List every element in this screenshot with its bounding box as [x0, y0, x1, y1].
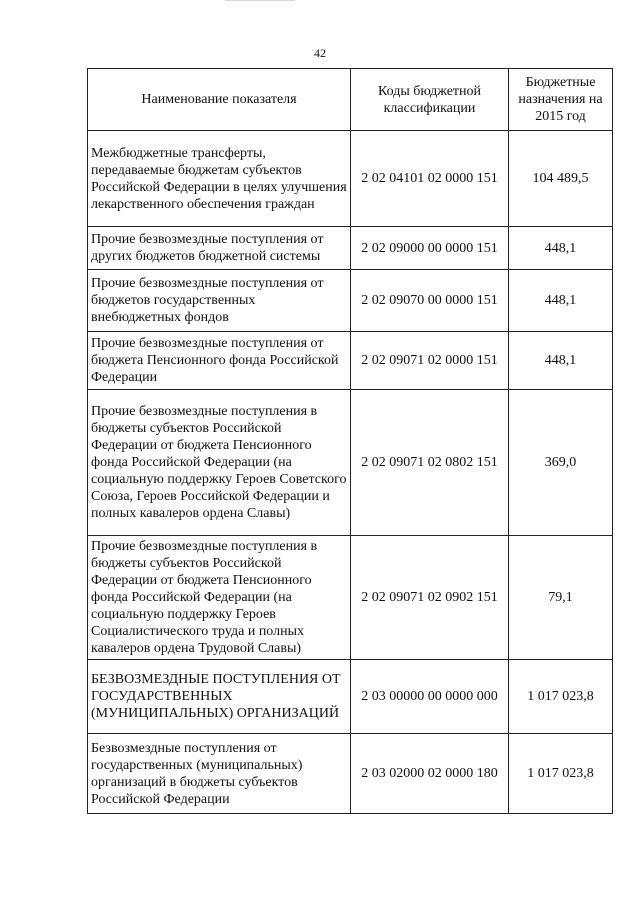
row-name: Прочие безвозмездные поступления от бюджетов государственных внебюджетных фондов	[88, 270, 351, 332]
row-code: 2 03 00000 00 0000 000	[351, 660, 509, 734]
table-row	[88, 660, 613, 734]
row-code: 2 02 09071 02 0802 151	[351, 390, 509, 536]
row-code: 2 02 09070 00 0000 151	[351, 270, 509, 332]
row-amount: 448,1	[509, 227, 613, 270]
scan-artifact	[225, 0, 295, 5]
table-header-row	[88, 69, 613, 131]
table-row	[88, 227, 613, 270]
table-row	[88, 536, 613, 660]
table-row	[88, 270, 613, 332]
row-amount: 448,1	[509, 270, 613, 332]
row-name: Межбюджетные трансферты, передаваемые бюджетам субъектов Российской Федерации в целях улучшения лекарственного обеспечения граждан	[88, 131, 351, 227]
row-code: 2 02 09071 02 0902 151	[351, 536, 509, 660]
table-row	[88, 390, 613, 536]
row-name: БЕЗВОЗМЕЗДНЫЕ ПОСТУПЛЕНИЯ ОТ ГОСУДАРСТВЕННЫХ (МУНИЦИПАЛЬНЫХ) ОРГАНИЗАЦИЙ	[88, 660, 351, 734]
row-amount: 448,1	[509, 332, 613, 390]
row-name: Прочие безвозмездные поступления в бюджеты субъектов Российской Федерации от бюджета Пенсионного фонда Российской Федерации (на социальную поддержку Героев Советского Союза, Героев Российской Федерации и полных кавалеров ордена Славы)	[88, 390, 351, 536]
row-name: Безвозмездные поступления от государственных (муниципальных) организаций в бюджеты субъектов Российской Федерации	[88, 734, 351, 814]
table-row	[88, 131, 613, 227]
row-code: 2 02 09000 00 0000 151	[351, 227, 509, 270]
budget-table	[87, 68, 613, 814]
row-amount: 79,1	[509, 536, 613, 660]
header-name: Наименование показателя	[88, 69, 351, 131]
table-row	[88, 332, 613, 390]
row-code: 2 02 09071 02 0000 151	[351, 332, 509, 390]
row-amount: 369,0	[509, 390, 613, 536]
table-row	[88, 734, 613, 814]
row-amount: 1 017 023,8	[509, 660, 613, 734]
row-name: Прочие безвозмездные поступления в бюджеты субъектов Российской Федерации от бюджета Пенсионного фонда Российской Федерации (на социальную поддержку Героев Социалистического труда и полных кавалеров ордена Трудовой Славы)	[88, 536, 351, 660]
row-code: 2 02 04101 02 0000 151	[351, 131, 509, 227]
header-amount: Бюджетные назначения на 2015 год	[509, 69, 613, 131]
page-number: 42	[314, 46, 326, 60]
row-code: 2 03 02000 02 0000 180	[351, 734, 509, 814]
header-code: Коды бюджетной классификации	[351, 69, 509, 131]
row-name: Прочие безвозмездные поступления от бюджета Пенсионного фонда Российской Федерации	[88, 332, 351, 390]
row-amount: 104 489,5	[509, 131, 613, 227]
row-amount: 1 017 023,8	[509, 734, 613, 814]
row-name: Прочие безвозмездные поступления от других бюджетов бюджетной системы	[88, 227, 351, 270]
